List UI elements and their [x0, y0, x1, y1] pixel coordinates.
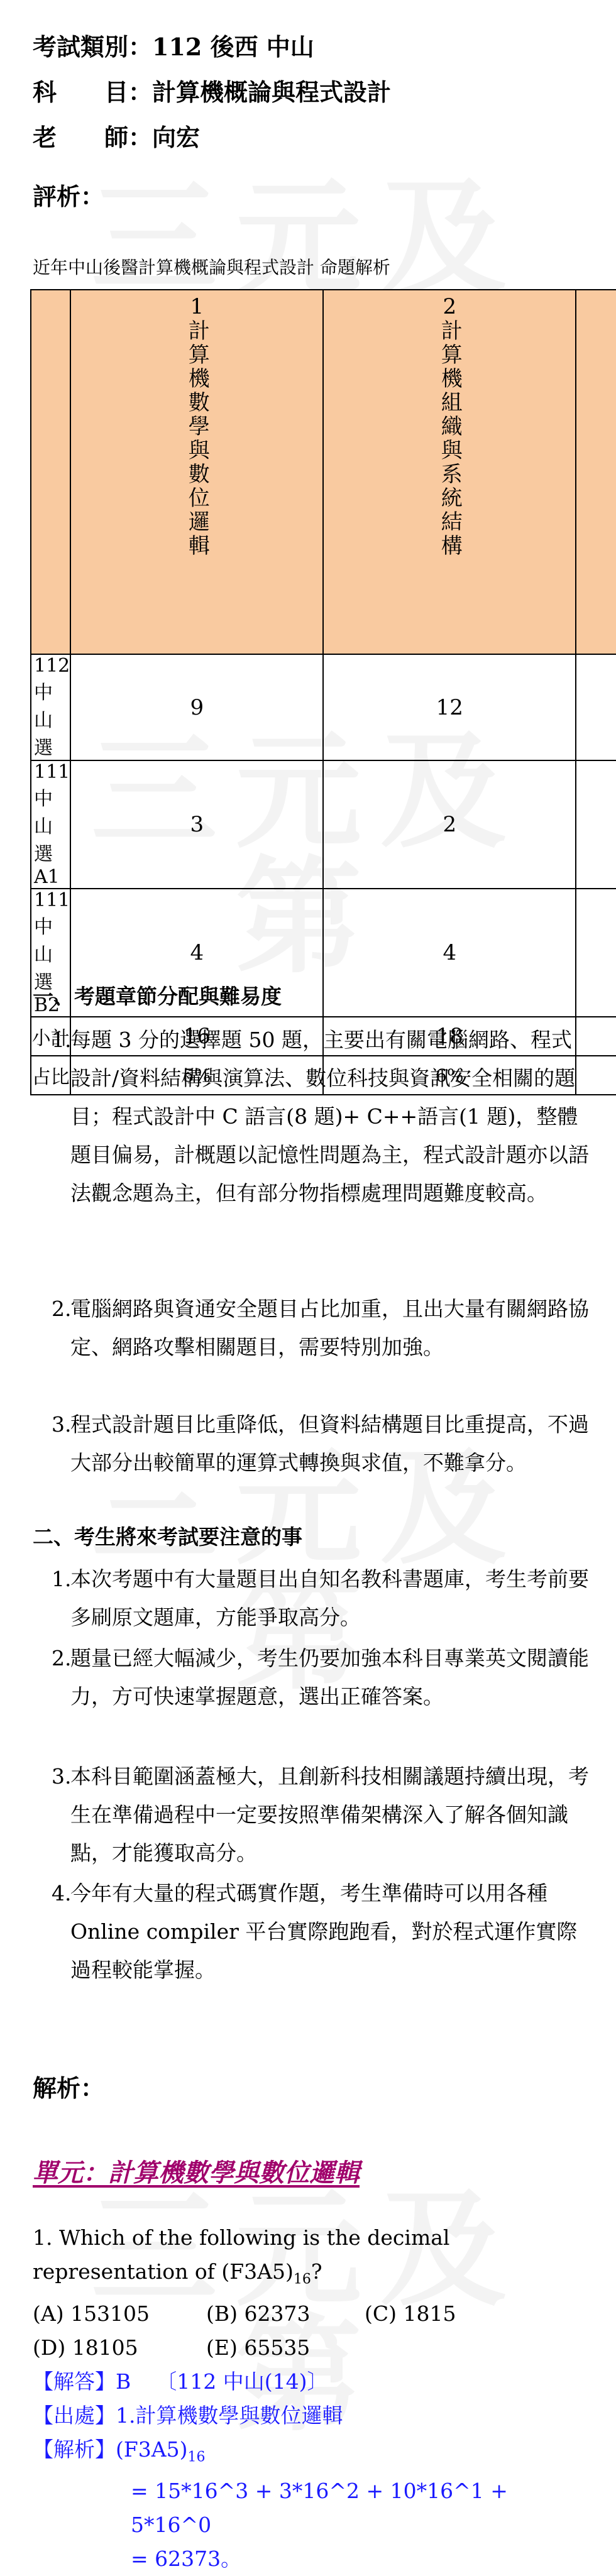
- table-cell: 18: [323, 1017, 576, 1056]
- question-text-line-2: [33, 2255, 586, 2297]
- item-number: 1.: [52, 1028, 72, 1052]
- column-header-text: 計算機數學與數位邏輯: [184, 319, 210, 558]
- column-number: [576, 294, 616, 319]
- row-label: 小計: [31, 1017, 70, 1056]
- column-header: [576, 290, 616, 654]
- subject-line: [33, 78, 391, 107]
- analysis-heading-2: 解析：: [33, 2074, 105, 2102]
- item-number: 4.: [52, 1881, 72, 1905]
- question-text-line-1: 1. Which of the following is the decimal: [33, 2225, 450, 2250]
- exam-category-line: [33, 33, 314, 62]
- question-text-2b: ?: [311, 2259, 322, 2284]
- table-cell: 16: [70, 1017, 323, 1056]
- table-cell: [576, 889, 616, 1017]
- question-block: [33, 2221, 586, 2576]
- origin-line: 【出處】1.計算機數學與數位邏輯: [33, 2403, 343, 2428]
- item-number: 1.: [52, 1567, 72, 1591]
- item-text: 今年有大量的程式碼實作題，考生準備時可以用各種 Online compiler 平台實際跑跑看，對於程式運作實際過程較能掌握。: [70, 1881, 578, 1982]
- table-cell: 6%: [323, 1056, 576, 1095]
- section-2-title: 二、考生將來考試要注意的事: [33, 1525, 302, 1549]
- column-number: 1: [190, 294, 204, 319]
- answer-source: 〔112 中山(14)〕: [156, 2369, 328, 2394]
- table-cell: 2: [323, 760, 576, 889]
- option-a: (A) 153105: [33, 2301, 150, 2326]
- option-d: (D) 18105: [33, 2335, 138, 2360]
- item-text: 題量已經大幅減少，考生仍要加強本科目專業英文閱讀能力，方可快速掌握題意，選出正確答案。: [70, 1646, 589, 1709]
- table-cell: 4: [323, 889, 576, 1017]
- item-text: 每題 3 分的選擇題 50 題，主要出有關電腦網路、程式設計/資料結構與演算法、數位科技與資訊安全相關的題目；程式設計中 C 語言(8 題)+ C++語言(1 題)，整體題目偏易，計概題以記憶性問題為主，程式設計題亦以語法觀念題為主，但有部分物指標處理問題難度較高。: [70, 1028, 589, 1205]
- section-1-item: [52, 1021, 591, 1212]
- table-title: 近年中山後醫計算機概論與程式設計 命題解析: [33, 257, 390, 278]
- table-cell: 12: [323, 654, 576, 760]
- answer-label: 【解答】B: [33, 2369, 131, 2394]
- section-2-item: [52, 1639, 591, 1716]
- item-number: 2.: [52, 1646, 72, 1670]
- explain-subscript: 16: [187, 2449, 206, 2465]
- row-label: 111 中山選 A1: [31, 760, 70, 889]
- row-label: 112 中山選: [31, 654, 70, 760]
- item-text: 程式設計題目比重降低，但資料結構題目比重提高，不過大部分出較簡單的運算式轉換與求值，不難拿分。: [70, 1412, 589, 1475]
- subject-label: 科 目：: [33, 78, 153, 106]
- section-2-item: [52, 1874, 591, 1989]
- teacher-label: 老 師：: [33, 123, 153, 151]
- table-cell: 4: [70, 889, 323, 1017]
- options-row-2: [33, 2331, 586, 2365]
- question-text-2a: representation of (F3A5): [33, 2259, 294, 2284]
- section-2-item: [52, 1560, 591, 1636]
- explain-formula: = 15*16^3 + 3*16^2 + 10*16^1 + 5*16^0: [131, 2479, 508, 2538]
- section-1-title: 一、考題章節分配與難易度: [33, 984, 282, 1009]
- table-row: [31, 654, 616, 760]
- teacher-line: [33, 123, 200, 152]
- table-header-row: [31, 290, 616, 654]
- item-text: 本科目範圍涵蓋極大，且創新科技相關議題持續出現，考生在準備過程中一定要按照準備架構深入了解各個知識點，才能獲取高分。: [70, 1764, 589, 1865]
- question-distribution-table: [30, 289, 616, 1095]
- table-corner-cell: [31, 290, 70, 654]
- item-text: 本次考題中有大量題目出自知名教科書題庫，考生考前要多刷原文題庫，方能爭取高分。: [70, 1567, 589, 1630]
- row-label: 111 中山選 B2: [31, 889, 70, 1017]
- answer-line: [33, 2365, 586, 2399]
- table-cell: 3: [70, 760, 323, 889]
- analysis-heading: 評析：: [33, 182, 105, 211]
- unit-title: 單元：計算機數學與數位邏輯: [33, 2158, 360, 2188]
- table-row: [31, 760, 616, 889]
- column-header-text: 計算機組織與系統結構: [437, 319, 463, 558]
- option-b: (B) 62373: [206, 2301, 311, 2326]
- category-label: 考試類別：: [33, 33, 153, 61]
- item-number: 3.: [52, 1412, 72, 1437]
- column-header: [323, 290, 576, 654]
- column-header: [70, 290, 323, 654]
- table-cell: 9: [70, 654, 323, 760]
- item-number: 2.: [52, 1296, 72, 1321]
- option-c: (C) 1815: [365, 2301, 456, 2326]
- subject-value: 計算機概論與程式設計: [152, 78, 392, 106]
- explain-line: [33, 2433, 586, 2475]
- explain-result: = 62373。: [131, 2546, 242, 2572]
- table-cell: [576, 760, 616, 889]
- item-text: 電腦網路與資通安全題目占比加重，且出大量有關網路協定、網路攻擊相關題目，需要特別加強。: [70, 1296, 589, 1359]
- table-cell: 5%: [70, 1056, 323, 1095]
- explain-label: 【解析】(F3A5): [33, 2436, 188, 2462]
- teacher-value: 向宏: [152, 123, 201, 151]
- column-number: 2: [443, 294, 457, 319]
- item-number: 3.: [52, 1764, 72, 1789]
- section-1-item: [52, 1290, 591, 1366]
- section-2-item: [52, 1757, 591, 1872]
- options-row-1: [33, 2297, 586, 2331]
- table-cell: [576, 654, 616, 760]
- section-1-item: [52, 1405, 591, 1482]
- option-e: (E) 65535: [206, 2335, 311, 2360]
- question-subscript: 16: [293, 2271, 311, 2288]
- category-value: 112 後西 中山: [152, 33, 314, 61]
- row-label: 占比: [31, 1056, 70, 1095]
